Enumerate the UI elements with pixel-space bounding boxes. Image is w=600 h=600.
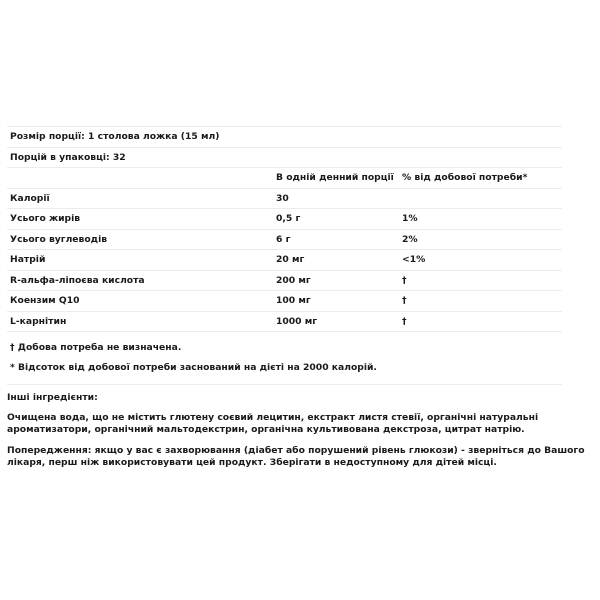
nutrient-amount: 0,5 г xyxy=(276,213,301,225)
serving-size-row xyxy=(7,126,562,147)
nutrient-dv: † xyxy=(402,295,407,307)
additional-info xyxy=(7,392,587,478)
nutrient-name: L-карнітин xyxy=(10,315,67,327)
nutrient-dv: <1% xyxy=(402,254,426,266)
table-row xyxy=(7,290,562,311)
nutrient-amount: 1000 мг xyxy=(276,315,318,327)
nutrient-name: Натрій xyxy=(10,254,46,266)
nutrient-name: Калорії xyxy=(10,192,50,204)
serving-size: Розмір порції: 1 столова ложка (15 мл) xyxy=(10,131,220,143)
header-amount: В одній денний порції xyxy=(276,172,394,184)
servings-per-container-row xyxy=(7,147,562,168)
table-row xyxy=(7,270,562,291)
nutrient-amount: 20 мг xyxy=(276,254,305,266)
nutrient-dv: 2% xyxy=(402,233,418,245)
other-ingredients-heading: Інші інгредієнти: xyxy=(7,392,98,403)
nutrient-dv: 1% xyxy=(402,213,418,225)
nutrient-dv: † xyxy=(402,315,407,327)
footnotes xyxy=(7,331,562,385)
nutrient-name: Усього жирів xyxy=(10,213,81,225)
nutrient-name: Усього вуглеводів xyxy=(10,233,108,245)
other-ingredients-text: Очищена вода, що не містить глютену соєвий лецитин, екстракт листя стевії, органічні натуральні ароматизатори, органічний мальтодекстрин, органічна культивована декстроза, цитрат натрію. xyxy=(7,411,539,435)
table-row xyxy=(7,229,562,250)
table-header-row xyxy=(7,167,562,188)
servings-per-container: Порцій в упаковці: 32 xyxy=(10,151,126,163)
nutrient-amount: 6 г xyxy=(276,233,291,245)
table-row xyxy=(7,188,562,209)
supplement-facts-panel xyxy=(7,126,562,385)
nutrient-name: Коензим Q10 xyxy=(10,295,80,307)
table-row xyxy=(7,311,562,332)
nutrient-amount: 200 мг xyxy=(276,274,311,286)
header-daily-value: % від добової потреби* xyxy=(402,172,528,184)
warning-text: Попередження: якщо у вас є захворювання (діабет або порушений рівень глюкози) - зверніться до Вашого лікаря, перш ніж використовувати цей продукт. Зберігати в недоступному для дітей місці. xyxy=(7,444,585,468)
nutrient-dv: † xyxy=(402,274,407,286)
dagger-footnote: † Добова потреба не визначена. xyxy=(10,342,182,353)
table-row xyxy=(7,208,562,229)
nutrient-name: R-альфа-ліпоєва кислота xyxy=(10,274,145,286)
nutrient-amount: 30 xyxy=(276,192,289,204)
asterisk-footnote: * Відсоток від добової потреби заснований на дієті на 2000 калорій. xyxy=(10,362,377,373)
table-row xyxy=(7,249,562,270)
nutrient-amount: 100 мг xyxy=(276,295,311,307)
